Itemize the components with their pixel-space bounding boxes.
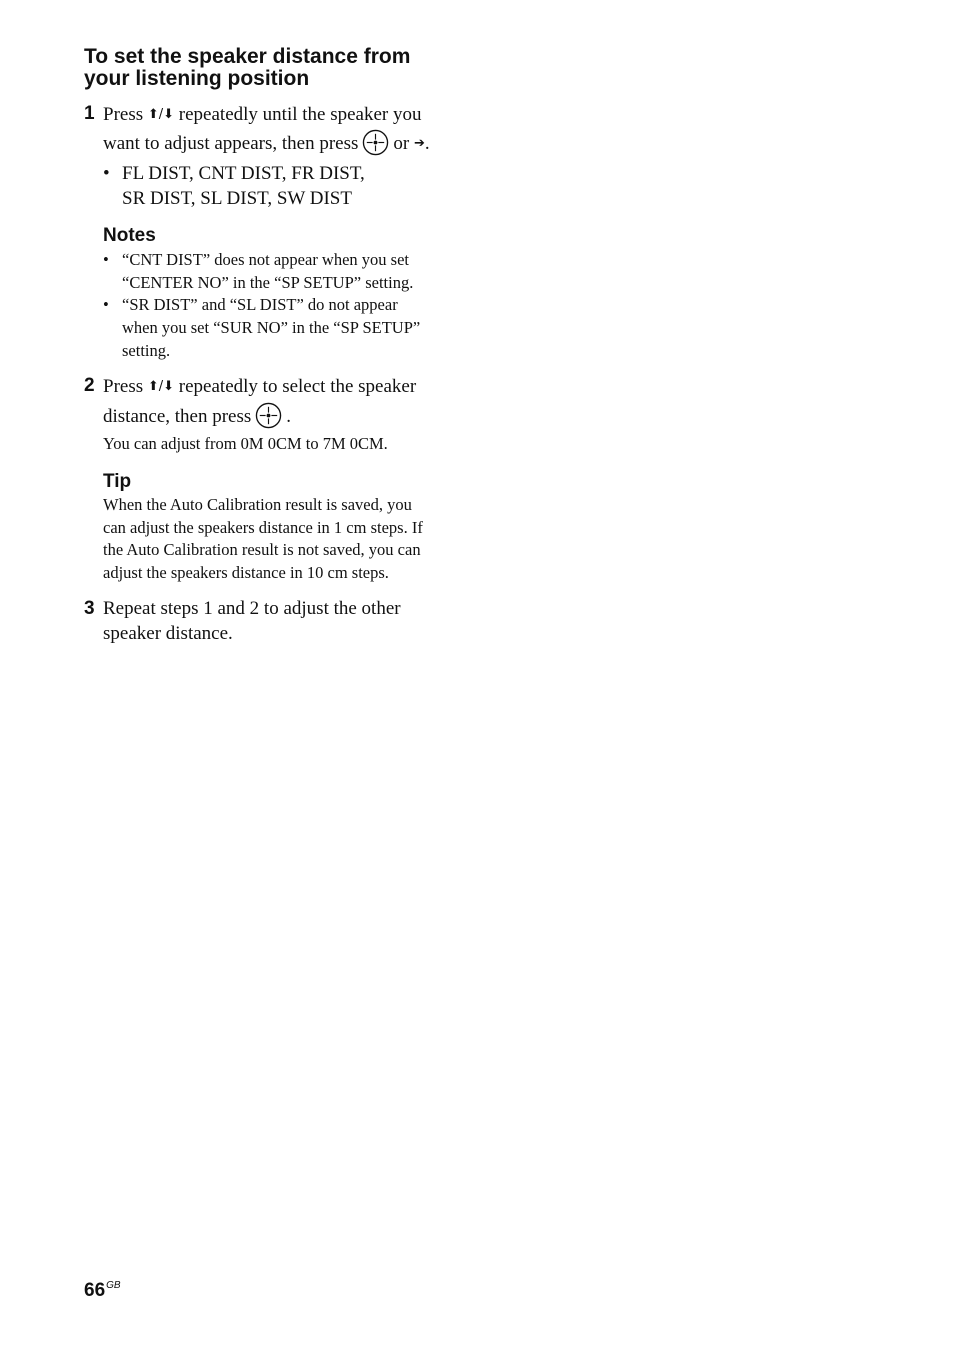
step-2-line-2	[103, 402, 473, 432]
tip-line-3: the Auto Calibration result is not saved, you can	[103, 540, 421, 560]
notes-list	[103, 249, 463, 363]
bullet: •	[103, 163, 110, 184]
step-1-line-1	[103, 100, 473, 129]
step-1	[84, 100, 484, 158]
note-2-line-3: setting.	[122, 340, 171, 360]
enter-button-icon	[255, 402, 282, 429]
tip-line-1: When the Auto Calibration result is saved, you	[103, 495, 412, 514]
step-2-text	[103, 372, 473, 432]
up-down-arrow-icon: ⬆/⬇	[147, 379, 175, 394]
step-2-period: .	[286, 406, 292, 427]
note-2-line-1: “SR DIST” and “SL DIST” do not appear	[122, 295, 398, 315]
note-1-line-1: “CNT DIST” does not appear when you set	[122, 250, 410, 269]
note-2-line-2: when you set “SUR NO” in the “SP SETUP”	[122, 318, 421, 338]
note-item	[103, 249, 463, 294]
press-word: Press	[103, 376, 144, 397]
step-3-line-2: speaker distance.	[103, 623, 233, 644]
step-3-text	[103, 596, 473, 646]
page-number-suffix: GB	[106, 1280, 121, 1291]
bullet: •	[103, 250, 109, 269]
step-2	[84, 372, 484, 432]
speaker-options-line-2: SR DIST, SL DIST, SW DIST	[122, 188, 352, 209]
speaker-options	[103, 161, 473, 211]
tip-line-4: adjust the speakers distance in 10 cm steps.	[103, 563, 389, 583]
step-1-text-a: repeatedly until the speaker you	[178, 104, 422, 125]
step-1-text	[103, 100, 473, 158]
heading-line-2: your listening position	[84, 67, 310, 90]
tip-line-2: can adjust the speakers distance in 1 cm steps. If	[103, 517, 423, 537]
step-3-line-1: Repeat steps 1 and 2 to adjust the other	[103, 598, 401, 619]
speaker-options-line-1: FL DIST, CNT DIST, FR DIST,	[122, 163, 365, 184]
step-number: 1	[84, 103, 95, 124]
adjust-range-text: You can adjust from 0M 0CM to 7M 0CM.	[103, 434, 388, 453]
enter-button-icon	[362, 129, 389, 156]
step-number: 3	[84, 598, 95, 619]
step-1-period: .	[424, 133, 430, 154]
step-3	[84, 596, 484, 646]
notes-heading: Notes	[103, 225, 156, 246]
step-1-text-b: want to adjust appears, then press	[103, 133, 359, 154]
step-2-line-1	[103, 372, 473, 402]
section-heading	[84, 46, 504, 90]
tip-heading: Tip	[103, 471, 132, 492]
right-arrow-icon: ➔	[413, 136, 425, 151]
step-2-text-a: repeatedly to select the speaker	[178, 376, 417, 397]
note-1-line-2: “CENTER NO” in the “SP SETUP” setting.	[122, 272, 414, 292]
step-1-text-c: or	[393, 133, 410, 154]
tip-text	[103, 494, 463, 585]
step-2-text-b: distance, then press	[103, 406, 252, 427]
note-item	[103, 294, 463, 362]
heading-line-1: To set the speaker distance from	[84, 45, 411, 68]
step-1-line-2	[103, 129, 473, 158]
press-word: Press	[103, 104, 144, 125]
bullet: •	[103, 295, 109, 315]
up-down-arrow-icon: ⬆/⬇	[147, 107, 175, 122]
page-number-value: 66	[84, 1280, 106, 1301]
page-number	[84, 1280, 121, 1302]
step-number: 2	[84, 375, 95, 396]
speaker-options-item	[103, 161, 473, 211]
